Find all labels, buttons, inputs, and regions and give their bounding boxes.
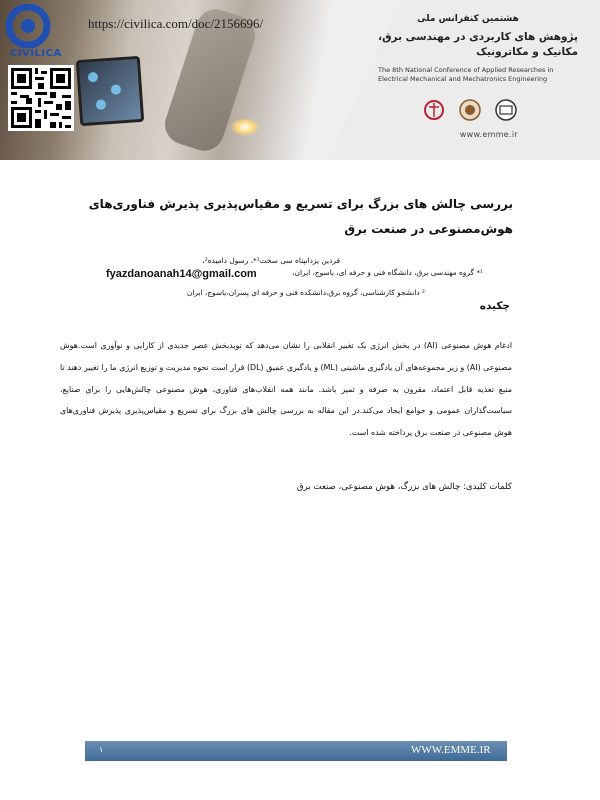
footer-url[interactable]: WWW.EMME.IR [411, 744, 491, 756]
abstract-text: ادغام هوش مصنوعی (AI) در بخش انرژی یک تغییر انقلابی را نشان می‌دهد که نویدبخش عصر جدیدی از کارایی و نوآوری است.هوش مصنوعی (AI) و زیر مجموعه‌های آن یادگیری ماشینی (ML) و یادگیری عمیق (DL) قرار است نحوه مدیریت و توزیع انرژی ما را تغییر دهند تا منبع تغذیه قابل اعتماد، مقرون به صرفه و تمیز باشد. مانند همه انقلاب‌های فناوری، هوش مصنوعی چالش‌هایی را برای صنایع، سیاست‌گذاران عمومی و جوامع ایجاد می‌کند.در این مقاله به بررسی چالش های بزرگ برای تسریع و مقیاس‌پذیری پذیرش فناوری‌های هوش مصنوعی در صنعت برق پرداخته شده است. [60, 341, 513, 438]
conference-title-en: The 8th National Conference of Applied Researches in Electrical Mechanical and Mechatronics Engineering [378, 66, 554, 84]
civilica-logo[interactable] [4, 4, 62, 60]
qr-code-icon [8, 65, 74, 131]
paper-title: بررسی چالش های بزرگ برای تسریع و مقیاس‌پذیری پذیرش فناوری‌های هوش‌مصنوعی در صنعت برق [88, 197, 513, 236]
sponsor-logos [420, 98, 520, 122]
tablet-image [76, 56, 144, 126]
author-affiliation-2: ² دانشجو کارشناسی، گروه برق،دانشکده فنی و حرفه ای پسران،یاسوج، ایران [186, 288, 425, 297]
qr-code [8, 65, 74, 131]
author-email[interactable]: fyazdanoanah14@gmail.com [106, 268, 257, 280]
page-number: ۱ [99, 745, 104, 754]
conference-info [358, 14, 578, 84]
welding-spark-image [230, 118, 260, 136]
org-logo-icon [496, 100, 516, 120]
document-url[interactable]: https://civilica.com/doc/2156696/ [88, 16, 264, 31]
keywords: کلمات کلیدی: چالش های بزرگ، هوش مصنوعی، صنعت برق [296, 482, 512, 492]
abstract-heading: چکیده [479, 300, 510, 312]
emblem-icon [425, 101, 443, 119]
civilica-c-icon [4, 4, 62, 48]
conference-website[interactable]: www.emme.ir [459, 130, 518, 139]
paper-authors: فردین یزدانپناه سی سخت¹*، رسول دامیده²، [202, 256, 340, 265]
civilica-logo-text: CIVILICA [10, 48, 62, 59]
conference-edition: هشتمین کنفرانس ملی [417, 14, 519, 24]
conference-banner [0, 0, 600, 160]
seal-icon [460, 100, 480, 120]
conference-title-fa: پژوهش های کاربردی در مهندسی برق، مکانیک و مکاترونیک [378, 31, 578, 59]
author-affiliation-1: ¹* گروه مهندسی برق، دانشگاه فنی و حرفه ای، یاسوج، ایران، [292, 268, 483, 277]
